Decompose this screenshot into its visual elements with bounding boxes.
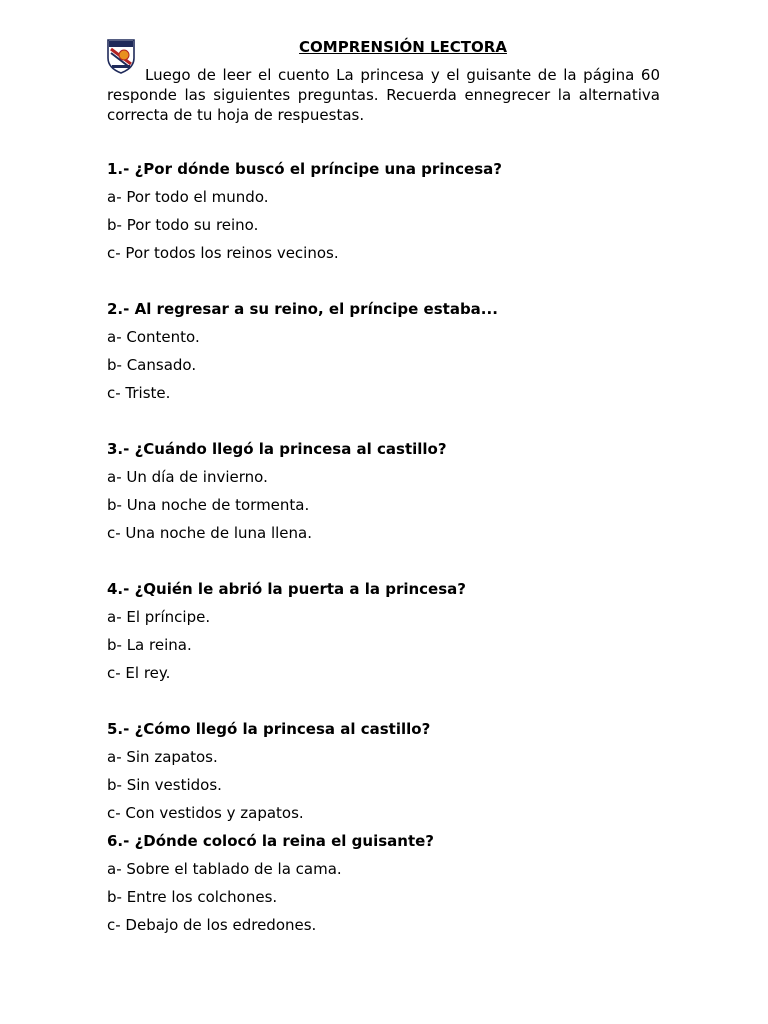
question-2-option-c: c- Triste.	[107, 384, 171, 402]
question-5: 5.- ¿Cómo llegó la princesa al castillo?	[107, 720, 431, 738]
question-6: 6.- ¿Dónde colocó la reina el guisante?	[107, 832, 435, 850]
question-2-option-a: a- Contento.	[107, 328, 200, 346]
question-2: 2.- Al regresar a su reino, el príncipe estaba...	[107, 300, 498, 318]
question-3-option-a: a- Un día de invierno.	[107, 468, 268, 486]
question-4-option-c: c- El rey.	[107, 664, 171, 682]
question-3-option-c: c- Una noche de luna llena.	[107, 524, 312, 542]
question-1: 1.- ¿Por dónde buscó el príncipe una princesa?	[107, 160, 502, 178]
question-6-option-b: b- Entre los colchones.	[107, 888, 278, 906]
question-1-option-b: b- Por todo su reino.	[107, 216, 259, 234]
question-3-option-b: b- Una noche de tormenta.	[107, 496, 310, 514]
question-5-option-b: b- Sin vestidos.	[107, 776, 222, 794]
question-6-option-c: c- Debajo de los edredones.	[107, 916, 317, 934]
question-1-option-a: a- Por todo el mundo.	[107, 188, 269, 206]
question-1-option-c: c- Por todos los reinos vecinos.	[107, 244, 339, 262]
question-6-option-a: a- Sobre el tablado de la cama.	[107, 860, 342, 878]
question-2-option-b: b- Cansado.	[107, 356, 197, 374]
intro-paragraph: Luego de leer el cuento La princesa y el guisante de la página 60 responde las siguientes preguntas. Recuerda ennegrecer la alternativa correcta de tu hoja de respuestas.	[107, 66, 660, 124]
question-3: 3.- ¿Cuándo llegó la princesa al castillo?	[107, 440, 447, 458]
question-4: 4.- ¿Quién le abrió la puerta a la princesa?	[107, 580, 466, 598]
page-title: COMPRENSIÓN LECTORA	[299, 38, 507, 56]
question-4-option-a: a- El príncipe.	[107, 608, 211, 626]
question-5-option-a: a- Sin zapatos.	[107, 748, 218, 766]
question-5-option-c: c- Con vestidos y zapatos.	[107, 804, 304, 822]
question-4-option-b: b- La reina.	[107, 636, 192, 654]
